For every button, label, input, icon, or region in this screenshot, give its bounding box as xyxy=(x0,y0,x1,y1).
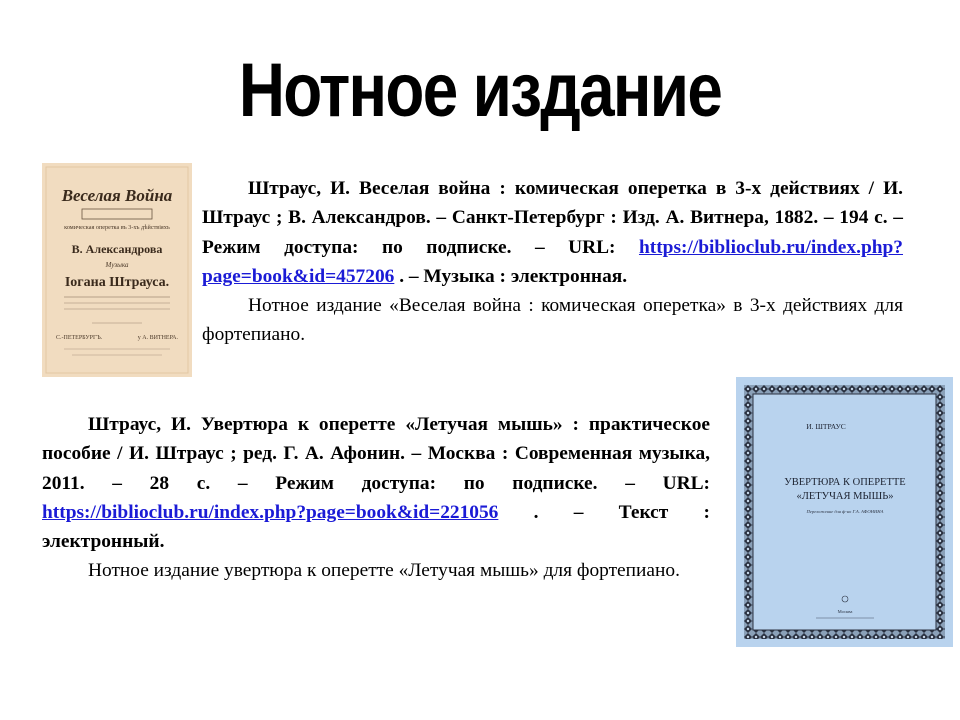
cover-image-letuchaya-mysh xyxy=(736,377,953,647)
entry2-citation-suffix: . – Текст : электронный. xyxy=(42,501,710,553)
entry2-note: Нотное издание увертюра к оперетте «Летучая мышь» для фортепиано. xyxy=(88,560,680,582)
cover1-publisher-left: С.-ПЕТЕРБУРГЪ. xyxy=(56,335,103,341)
cover2-city: Москва xyxy=(837,609,853,614)
cover1-line3: В. Александрова xyxy=(71,242,163,256)
entry1-note: Нотное издание «Веселая война : комическая оперетка» в 3-х действиях для фортепиано. xyxy=(202,295,903,346)
entry2-url-link[interactable]: https://biblioclub.ru/index.php?page=book&id=221056 xyxy=(42,501,499,523)
cover2-subtitle: Переложение для ф-но Г.А. АФОНИНА xyxy=(806,509,884,514)
cover-image-veselaya-voyna xyxy=(42,163,192,377)
cover2-author: И. ШТРАУС xyxy=(806,422,846,431)
bib-entry-letuchaya-mysh xyxy=(42,410,710,586)
entry1-url-link[interactable]: https://biblioclub.ru/index.php?page=book&id=457206 xyxy=(202,236,903,287)
cover2-title-line1: УВЕРТЮРА К ОПЕРЕТТЕ xyxy=(784,477,906,488)
cover1-composer: Іогана Штрауса. xyxy=(64,275,170,290)
slide-title: Нотное издание xyxy=(238,48,722,133)
entry2-citation xyxy=(42,410,710,556)
cover1-title: Веселая Война xyxy=(61,186,173,205)
cover1-publisher-right: у А. ВИТНЕРА. xyxy=(137,335,178,341)
entry1-citation xyxy=(202,174,903,291)
cover2-title-line2: «ЛЕТУЧАЯ МЫШЬ» xyxy=(796,491,894,502)
entry1-citation-text: Штраус, И. Веселая война : комическая оперетка в 3-х действиях / И. Штраус ; В. Александров. – Санкт-Петербург : Изд. А. Витнера, 1882. – 194 с. – Режим доступа: по подписке. – URL: xyxy=(202,178,903,258)
bib-entry-veselaya-voyna xyxy=(202,174,903,350)
cover1-line2: комическая оперетка въ 3-хъ дѣйствіяхъ xyxy=(64,224,170,231)
entry1-citation-suffix: . – Музыка : электронная. xyxy=(394,265,628,287)
cover1-line4: Музыка xyxy=(105,261,129,269)
entry2-citation-text: Штраус, И. Увертюра к оперетте «Летучая мышь» : практическое пособие / И. Штраус ; ред. Г. А. Афонин. – Москва : Современная музыка, 2011. – 28 с. – Режим доступа: по подписке. – URL: xyxy=(42,414,710,494)
